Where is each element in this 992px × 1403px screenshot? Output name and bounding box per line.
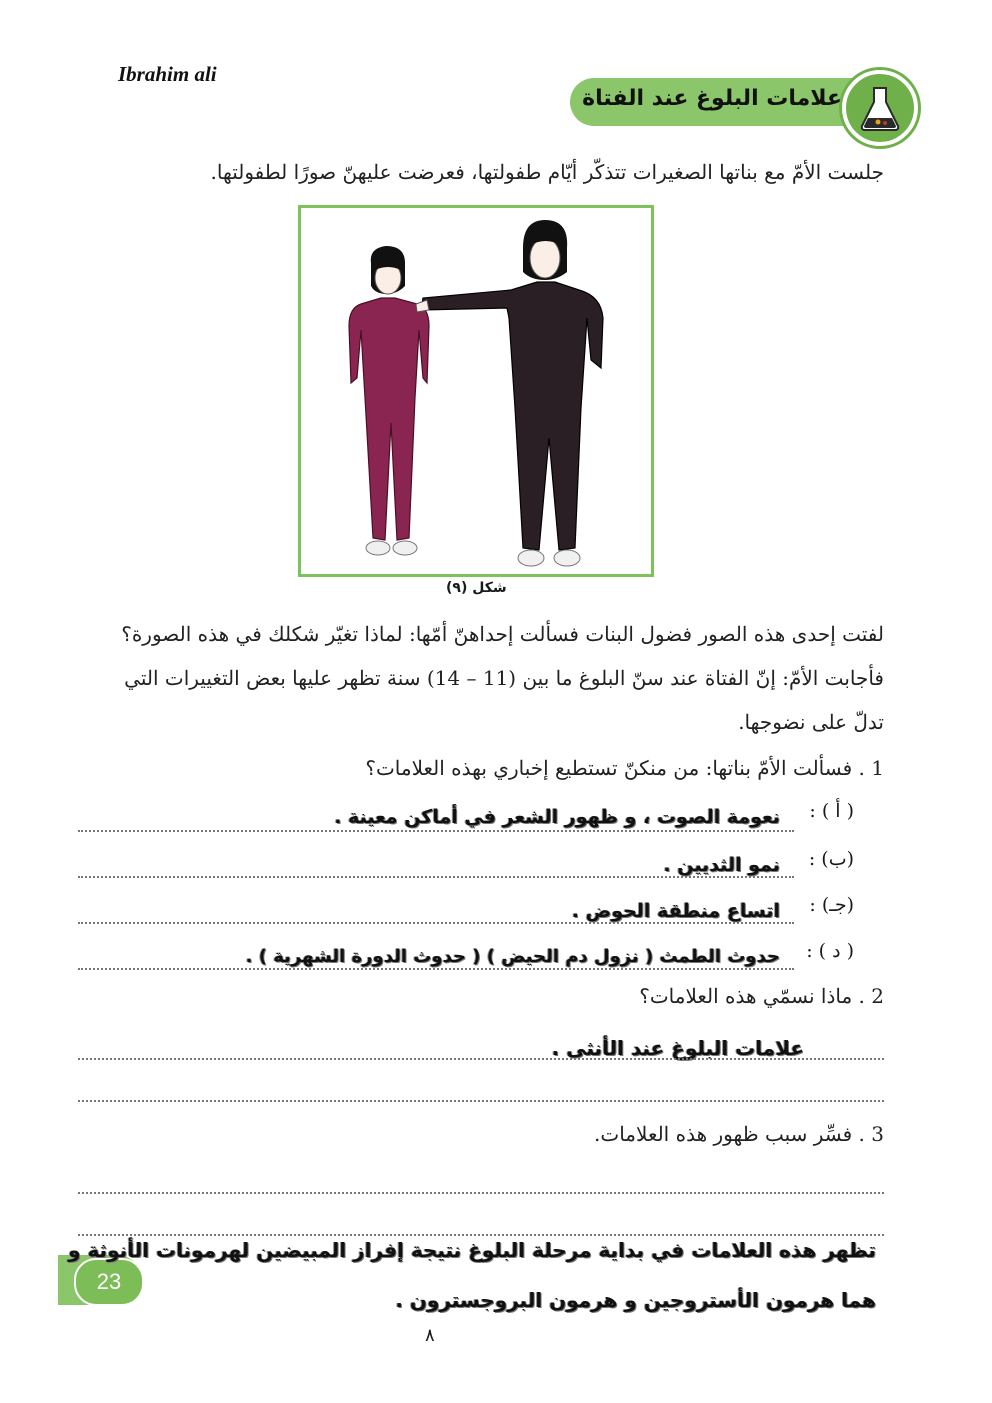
item-answer-c: اتساع منطقة الحوض . [571,900,780,922]
answer-line-b [78,876,794,878]
item-answer-d: حدوث الطمث ( نزول دم الحيض ) ( حدوث الدورة الشهرية ) . [245,946,780,967]
answer-line-a [78,830,794,832]
answer-line-2a [78,1058,884,1060]
intro-text: جلست الأمّ مع بناتها الصغيرات تتذكّر أيّام طفولتها، فعرضت عليهنّ صورًا لطفولتها. [210,160,884,184]
answer-3-line1: تظهر هذه العلامات في بداية مرحلة البلوغ نتيجة إفراز المبيضين لهرمونات الأنوثة و [68,1238,876,1262]
question-2: 2 . ماذا نسمّي هذه العلامات؟ [639,984,884,1008]
answer-line-3a [78,1192,884,1194]
question-3: 3 . فسِّر سبب ظهور هذه العلامات. [594,1122,884,1146]
page-number-bottom: ٨ [425,1325,435,1346]
item-answer-b: نمو الثديين . [663,854,780,876]
figure-caption: شكل (٩) [446,580,507,596]
flask-icon [842,70,918,146]
author-name: Ibrahim ali [118,62,217,86]
figure-mother-daughter [298,205,654,577]
answer-line-d [78,968,794,970]
answer-2: علامات البلوغ عند الأنثى . [551,1036,804,1060]
question-1: 1 . فسألت الأمّ بناتها: من منكنّ تستطيع إخباري بهذه العلامات؟ [365,756,884,780]
paragraph-question: لفتت إحدى هذه الصور فضول البنات فسألت إحداهنّ أمّها: لماذا تغيّر شكلك في هذه الصورة؟ [121,622,884,646]
girl-illustration [349,246,429,555]
paragraph-answer-line1: فأجابت الأمّ: إنّ الفتاة عند سنّ البلوغ ما بين (11 – 14) سنة تظهر عليها بعض التغييرات التي [124,666,884,690]
answer-3-line2: هما هرمون الأستروجين و هرمون البروجسترون . [395,1288,876,1312]
item-label-c: (جـ) : [809,894,854,916]
answer-line-c [78,922,794,924]
item-label-d: ( د ) : [806,940,854,962]
item-answer-a: نعومة الصوت ، و ظهور الشعر في أماكن معينة . [334,806,780,828]
lesson-title: علامات البلوغ عند الفتاة [582,86,842,111]
mother-illustration [416,220,603,566]
paragraph-answer-line2: تدلّ على نضوجها. [738,710,884,734]
answer-line-2b [78,1100,884,1102]
item-label-a: ( أ ) : [809,800,854,822]
answer-line-3b [78,1234,884,1236]
item-label-b: (ب) : [808,848,854,870]
page-number-badge: 23 [74,1258,144,1306]
